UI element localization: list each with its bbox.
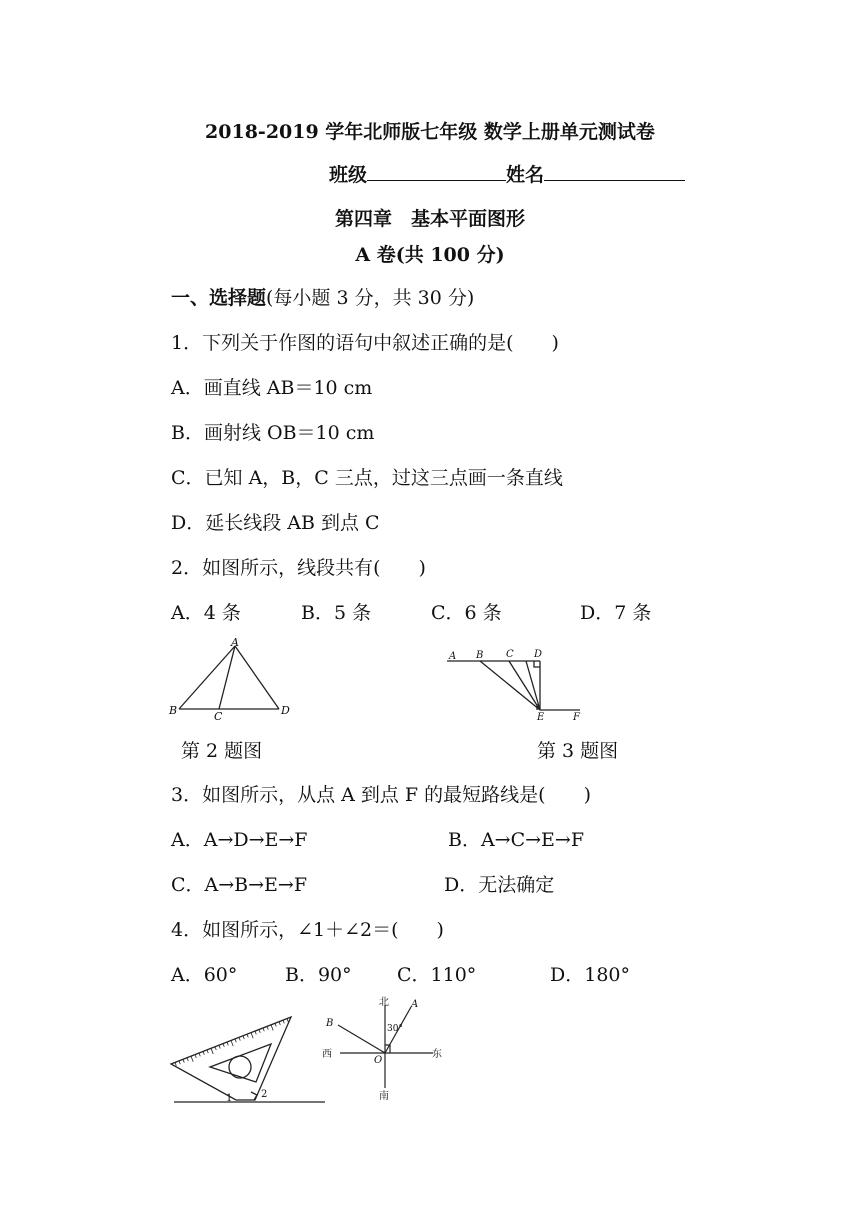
fig3-label-c: C	[506, 649, 514, 660]
fig2-label-b: B	[169, 704, 178, 717]
ruler-tick	[271, 1025, 273, 1031]
ruler-tick	[223, 1044, 224, 1047]
ruler-tick	[247, 1034, 248, 1037]
q1-option-b: B．画射线 OB＝10 cm	[171, 422, 375, 444]
ruler-tick	[251, 1033, 253, 1039]
ruler-tick	[203, 1051, 204, 1054]
ruler-tick	[207, 1050, 208, 1053]
fig4b-label-b: B	[326, 1018, 334, 1029]
q3-option-c: C．A→B→E→F	[171, 874, 308, 896]
fig2-caption: 第 2 题图	[181, 740, 263, 762]
section-title: 一、选择题	[171, 287, 267, 309]
ruler-tick	[195, 1055, 196, 1058]
fig2-label-a: A	[231, 636, 239, 649]
fig4a-label-1: 1	[226, 1093, 233, 1104]
figure-2-triangle	[165, 636, 300, 722]
fig4b-label-south: 南	[379, 1091, 389, 1102]
q4-option-b: B．90°	[285, 964, 352, 986]
q2-option-c: C．6 条	[431, 602, 502, 624]
fig3-label-b: B	[476, 650, 484, 661]
paper-title: A 卷(共 100 分)	[355, 244, 505, 266]
fig4a-label-2: 2	[261, 1089, 268, 1100]
fig3-label-a: A	[449, 651, 457, 662]
ruler-tick	[283, 1020, 284, 1023]
class-label: 班级	[329, 164, 368, 186]
fig4b-label-west: 西	[322, 1049, 332, 1060]
ruler-tick	[267, 1026, 268, 1029]
q4-option-d: D．180°	[550, 964, 630, 986]
fig2-label-c: C	[214, 710, 223, 723]
ruler-tick	[219, 1045, 220, 1048]
fig4b-label-north: 北	[379, 997, 389, 1008]
q1-option-d: D．延长线段 AB 到点 C	[171, 512, 380, 534]
ruler-tick	[279, 1022, 280, 1025]
section-note: (每小题 3 分，共 30 分)	[266, 287, 475, 309]
section-heading	[171, 283, 474, 310]
ruler-tick	[215, 1047, 216, 1050]
ruler-tick	[259, 1030, 260, 1033]
ruler-tick	[211, 1048, 213, 1054]
chapter-title: 第四章 基本平面图形	[334, 208, 525, 230]
q2-option-d: D．7 条	[580, 602, 652, 624]
ruler-tick	[183, 1059, 184, 1062]
name-blank	[544, 162, 685, 181]
q3-option-a: A．A→D→E→F	[171, 829, 308, 851]
q4-option-a: A．60°	[171, 964, 238, 986]
q4-option-c: C．110°	[397, 964, 477, 986]
fig4b-label-o: O	[374, 1055, 383, 1066]
ruler-tick	[275, 1023, 276, 1026]
figure-4-compass	[318, 995, 448, 1105]
document-title: 2018-2019 学年北师版七年级 数学上册单元测试卷	[205, 121, 655, 143]
q3-option-d: D．无法确定	[444, 874, 555, 896]
figure-4-set-square	[168, 1012, 328, 1107]
ruler-tick	[239, 1037, 240, 1040]
fig3-label-f: F	[573, 712, 580, 723]
q2-option-b: B．5 条	[301, 602, 372, 624]
fig3-label-e: E	[537, 712, 545, 723]
ruler-tick	[179, 1061, 180, 1064]
ruler-tick	[255, 1031, 256, 1034]
figure-3-paths	[445, 644, 590, 724]
q1-stem: 1．下列关于作图的语句中叙述正确的是( )	[171, 332, 559, 354]
ruler-tick	[263, 1028, 264, 1031]
fig4b-label-a: A	[411, 999, 419, 1010]
class-blank	[367, 162, 506, 181]
q2-stem: 2．如图所示，线段共有( )	[171, 557, 426, 579]
fig4b-label-angle: 30°	[387, 1024, 403, 1034]
ruler-tick	[175, 1062, 176, 1065]
ruler-tick	[243, 1036, 244, 1039]
q1-option-c: C．已知 A，B，C 三点，过这三点画一条直线	[171, 467, 563, 489]
fig3-caption: 第 3 题图	[537, 740, 619, 762]
fig2-label-d: D	[281, 704, 290, 717]
q3-stem: 3．如图所示，从点 A 到点 F 的最短路线是( )	[171, 784, 591, 806]
class-name-row	[329, 160, 685, 187]
q3-option-b: B．A→C→E→F	[448, 829, 585, 851]
name-label: 姓名	[506, 164, 545, 186]
ruler-tick	[231, 1041, 233, 1047]
q4-stem: 4．如图所示，∠1＋∠2＝( )	[171, 919, 444, 941]
fig4b-label-east: 东	[432, 1049, 442, 1060]
ruler-tick	[227, 1042, 228, 1045]
q1-option-a: A．画直线 AB＝10 cm	[171, 377, 373, 399]
q2-option-a: A．4 条	[171, 602, 241, 624]
ruler-tick	[287, 1019, 288, 1022]
ruler-tick	[199, 1053, 200, 1056]
ruler-tick	[191, 1056, 193, 1062]
ruler-tick	[187, 1058, 188, 1061]
ruler-tick	[235, 1039, 236, 1042]
fig3-label-d: D	[534, 649, 543, 660]
